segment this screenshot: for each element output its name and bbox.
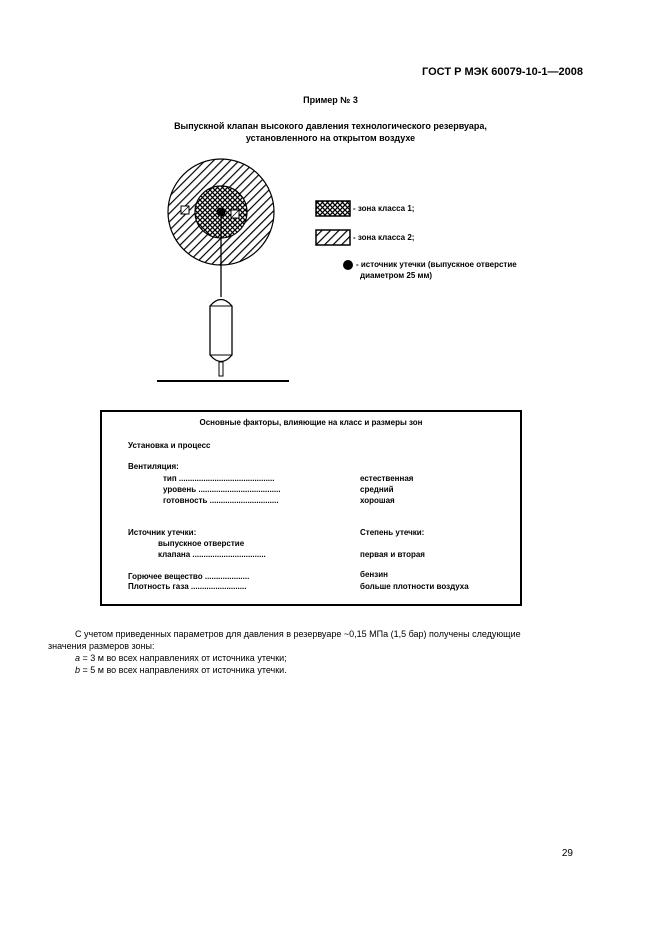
availability-label: готовность ............................... — [163, 496, 279, 505]
zone-diagram — [0, 0, 661, 400]
factors-title: Основные факторы, влияющие на класс и размеры зон — [199, 418, 423, 427]
grade-label: Степень утечки: — [360, 528, 425, 537]
page-number: 29 — [561, 848, 573, 859]
var-a: a — [75, 653, 81, 663]
density-value: больше плотности воздуха — [360, 582, 469, 591]
dimension-a-text: = 3 м во всех направлениях от источника утечки; — [80, 653, 287, 663]
dimension-b-line — [75, 664, 585, 676]
example-title: Пример № 3 — [303, 95, 358, 105]
legend-source-label-1: - источник утечки (выпускное отверстие — [356, 260, 517, 269]
factors-table — [100, 410, 522, 606]
grade-value: первая и вторая — [360, 550, 425, 559]
outlet-label-2: клапана ................................. — [158, 550, 266, 559]
legend-zone-1-label: - зона класса 1; — [353, 204, 415, 213]
outlet-label-1: выпускное отверстие — [158, 539, 245, 548]
caption-line-2: установленного на открытом воздухе — [245, 133, 416, 143]
leak-source — [217, 208, 226, 217]
paragraph-line-2: значения размеров зоны: — [48, 641, 155, 651]
legend-zone-2-swatch — [316, 230, 350, 245]
substance-value: бензин — [360, 570, 388, 579]
installation-label: Установка и процесс — [128, 441, 211, 450]
body-paragraph — [48, 628, 585, 676]
dimension-b-text: = 5 м во всех направлениях от источника утечки. — [80, 665, 287, 675]
type-value: естественная — [360, 474, 414, 483]
legend-source-label-2: диаметром 25 мм) — [360, 271, 433, 280]
paragraph-line-1: С учетом приведенных параметров для давления в резервуаре ~0,15 МПа (1,5 бар) получены следующие — [75, 629, 521, 639]
substance-label: Горючее вещество .................... — [128, 572, 250, 581]
availability-value: хорошая — [360, 496, 395, 505]
legend-zone-1-swatch — [316, 201, 350, 216]
source-label: Источник утечки: — [128, 528, 197, 537]
legend-source-marker — [343, 260, 353, 270]
caption-line-1: Выпускной клапан высокого давления технологического резервуара, — [174, 121, 487, 131]
document-code: ГОСТ Р МЭК 60079-10-1—2008 — [422, 66, 583, 78]
level-label: уровень ..................................... — [163, 485, 281, 494]
tank-support — [219, 362, 223, 376]
dimension-a-line — [75, 652, 585, 664]
legend-zone-2-label: - зона класса 2; — [353, 233, 415, 242]
level-value: средний — [360, 485, 394, 494]
tank — [210, 300, 232, 362]
density-label: Плотность газа ......................... — [128, 582, 247, 591]
ventilation-label: Вентиляция: — [128, 462, 179, 471]
var-b: b — [75, 665, 81, 675]
type-label: тип ........................................... — [163, 474, 275, 483]
